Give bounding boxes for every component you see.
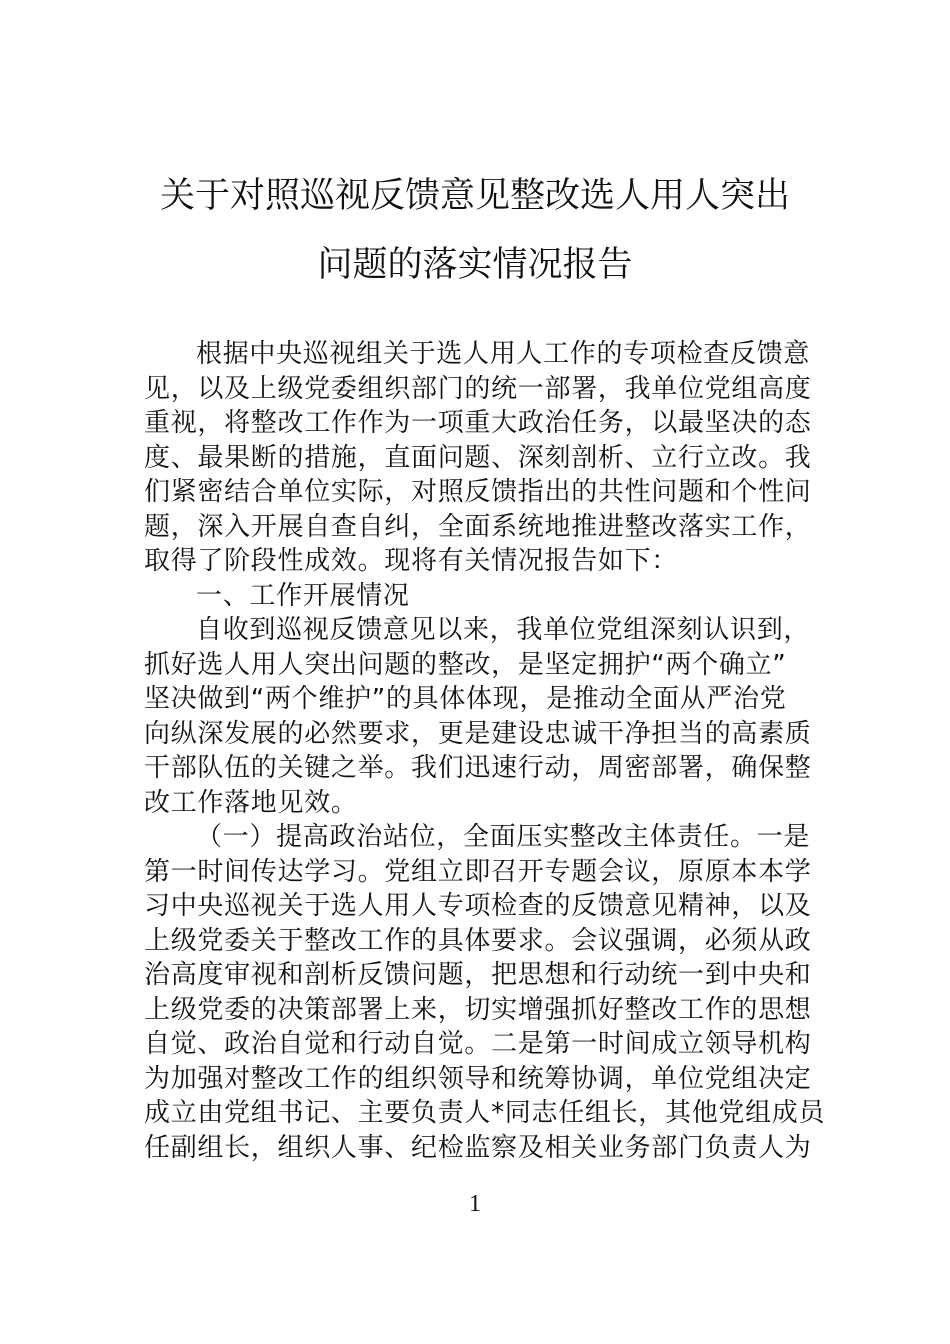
body-line: 任副组长，组织人事、纪检监察及相关业务部门负责人为: [144, 1132, 812, 1163]
body-line: 为加强对整改工作的组织领导和统筹协调，单位党组决定: [144, 1063, 812, 1094]
body-line: 取得了阶段性成效。现将有关情况报告如下：: [144, 546, 679, 576]
body-line: 题，深入开展自查自纠，全面系统地推进整改落实工作，: [144, 511, 812, 542]
body-line: 成立由党组书记、主要负责人*同志任组长，其他党组成员: [144, 1098, 826, 1128]
document-title-line-2: 问题的落实情况报告: [317, 245, 633, 285]
body-line: 干部队伍的关键之举。我们迅速行动，周密部署，确保整: [144, 753, 812, 783]
body-line: 习中央巡视关于选人用人专项检查的反馈意见精神，以及: [144, 891, 812, 921]
body-line: 改工作落地见效。: [144, 787, 358, 818]
document-title-line-1: 关于对照巡视反馈意见整改选人用人突出: [159, 176, 790, 216]
body-line: 向纵深发展的必然要求，更是建设忠诚干净担当的高素质: [144, 718, 812, 749]
body-line: 治高度审视和剖析反馈问题，把思想和行动统一到中央和: [144, 960, 812, 990]
body-line: 重视，将整改工作作为一项重大政治任务，以最坚决的态: [144, 408, 812, 438]
body-line: （一）提高政治站位，全面压实整改主体责任。一是: [196, 822, 811, 852]
page-number: 1: [469, 1191, 481, 1217]
body-line: 上级党委的决策部署上来，切实增强抓好整改工作的思想: [144, 994, 812, 1025]
body-line: 上级党委关于整改工作的具体要求。会议强调，必须从政: [144, 925, 812, 956]
body-line: 们紧密结合单位实际，对照反馈指出的共性问题和个性问: [144, 477, 812, 507]
body-line: 见，以及上级党委组织部门的统一部署，我单位党组高度: [144, 373, 812, 404]
body-line: 度、最果断的措施，直面问题、深刻剖析、立行立改。我: [144, 442, 812, 473]
document-body: [144, 337, 826, 1165]
body-line: 一、工作开展情况: [196, 580, 410, 611]
body-line: 自收到巡视反馈意见以来，我单位党组深刻认识到，: [196, 615, 811, 645]
body-line: 第一时间传达学习。党组立即召开专题会议，原原本本学: [144, 856, 812, 887]
body-line: 抓好选人用人突出问题的整改，是坚定拥护“两个确立”: [144, 649, 787, 680]
body-line: 自觉、政治自觉和行动自觉。二是第一时间成立领导机构: [144, 1029, 812, 1059]
body-line: 坚决做到“两个维护”的具体体现，是推动全面从严治党: [144, 684, 787, 714]
body-line: 根据中央巡视组关于选人用人工作的专项检查反馈意: [196, 339, 811, 369]
